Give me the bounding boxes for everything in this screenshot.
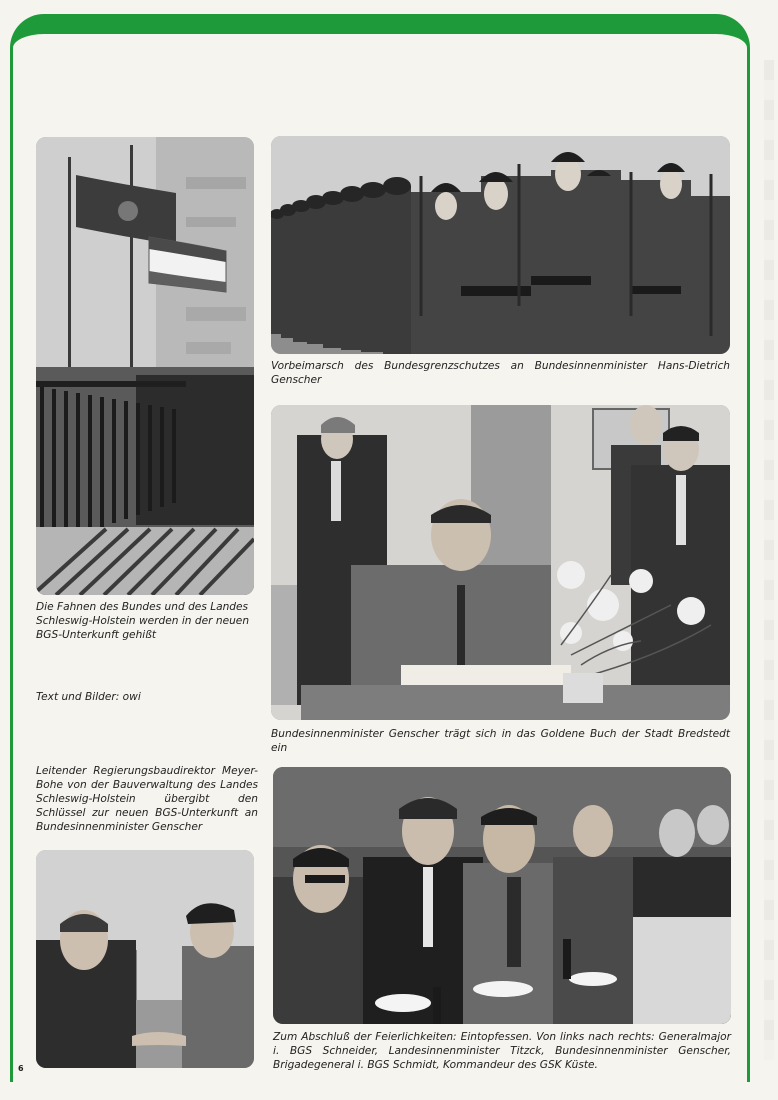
caption-key-handover: Leitender Regierungsbaudirektor Meyer-Bohe von der Bauverwaltung des Landes Schleswig-Holstein übergibt den Schlüssel zur neuen BGS-Unterkunft an Bundesinnenminister Genscher: [36, 765, 258, 833]
photo-handshake: [36, 850, 254, 1068]
photo-golden-book: [271, 405, 730, 720]
page-number: 6: [18, 1064, 24, 1073]
caption-meal: Zum Abschluß der Feierlichkeiten: Eintopfessen. Von links nach rechts: Generalmajor i. BGS Schneider, Landesinnenminister Titzck, Bundesinnenminister Genscher, Brigadegeneral i. BGS Schmidt, Kommandeur des GSK Küste.: [273, 1031, 731, 1071]
photo-flags: [36, 137, 254, 595]
photo-meal: [273, 767, 731, 1024]
caption-flags: Die Fahnen des Bundes und des Landes Schleswig-Holstein werden in der neuen BGS-Unterkunft gehißt: [36, 601, 250, 641]
scan-gutter: [764, 60, 774, 1060]
caption-march: Vorbeimarsch des Bundesgrenzschutzes an Bundesinnenminister Hans-Dietrich Genscher: [271, 360, 730, 386]
photo-march: [271, 136, 730, 354]
caption-golden-book: Bundesinnenminister Genscher trägt sich in das Goldene Buch der Stadt Bredstedt ein: [271, 728, 730, 754]
photo-credit: Text und Bilder: owi: [36, 691, 141, 703]
